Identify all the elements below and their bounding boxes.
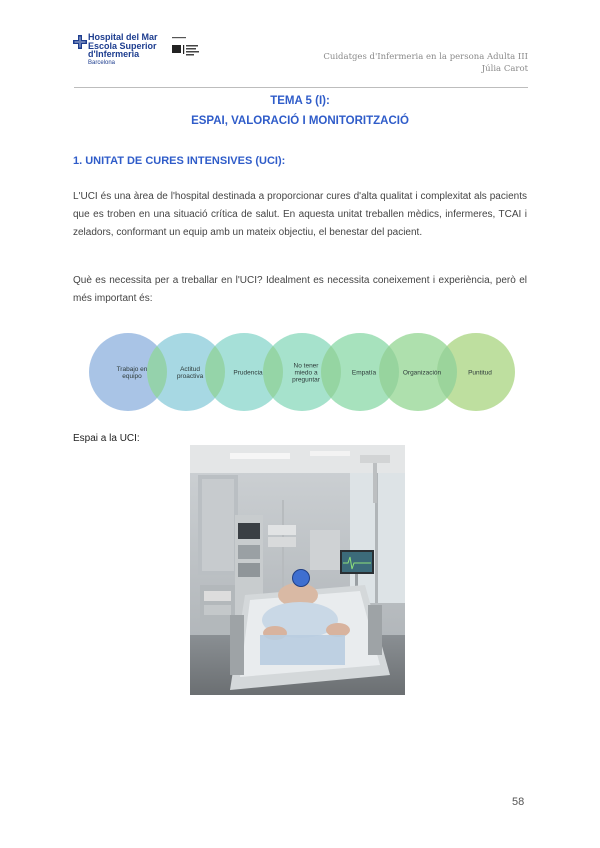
topic-title: TEMA 5 (I): xyxy=(270,95,330,107)
quality-label-7: Puntitud xyxy=(468,369,492,377)
paragraph-uci-requirements: Què es necessita per a treballar en l'UCI? Idealment es necessita coneixement i experiència, però el més important és: xyxy=(73,275,527,304)
university-logo-icon xyxy=(170,34,215,60)
topic-subtitle: ESPAI, VALORACIÓ I MONITORITZACIÓ xyxy=(191,115,409,127)
quality-label-6: Organización xyxy=(402,369,442,377)
section-heading: 1. UNITAT DE CURES INTENSIVES (UCI): xyxy=(73,155,286,167)
page-number: 58 xyxy=(512,796,525,808)
icu-room-photo xyxy=(190,445,405,695)
course-title: Cuidatges d'Infermeria en la persona Adulta III xyxy=(323,52,528,62)
paragraph-uci-description: L'UCI és una àrea de l'hospital destinada a proporcionar cures d'alta qualitat i complexitat als pacients que es troben en una situació crítica de salut. En aquesta unitat treballen mèdics, infermeres, TCAI i zeladors, conformant un equip amb un mateix objectiu, el benestar del pacient. xyxy=(73,191,527,238)
author-name: Júlia Carot xyxy=(481,64,528,74)
hospital-logo-text: Hospital del Mar Escola Superior d'Infermeria Barcelona xyxy=(88,32,158,66)
quality-label-3: Prudencia xyxy=(233,369,263,377)
image-caption: Espai a la UCI: xyxy=(73,433,140,444)
quality-label-4: No tener miedo a preguntar xyxy=(292,362,320,384)
course-header xyxy=(323,51,528,75)
qualities-circle-diagram xyxy=(88,331,524,413)
quality-label-1: Trabajo en equipo xyxy=(116,366,148,380)
quality-label-2: Actitud proactiva xyxy=(176,366,204,380)
quality-label-5: Empatía xyxy=(351,369,377,377)
hospital-cross-logo-icon xyxy=(73,35,87,49)
header-divider xyxy=(74,87,528,88)
